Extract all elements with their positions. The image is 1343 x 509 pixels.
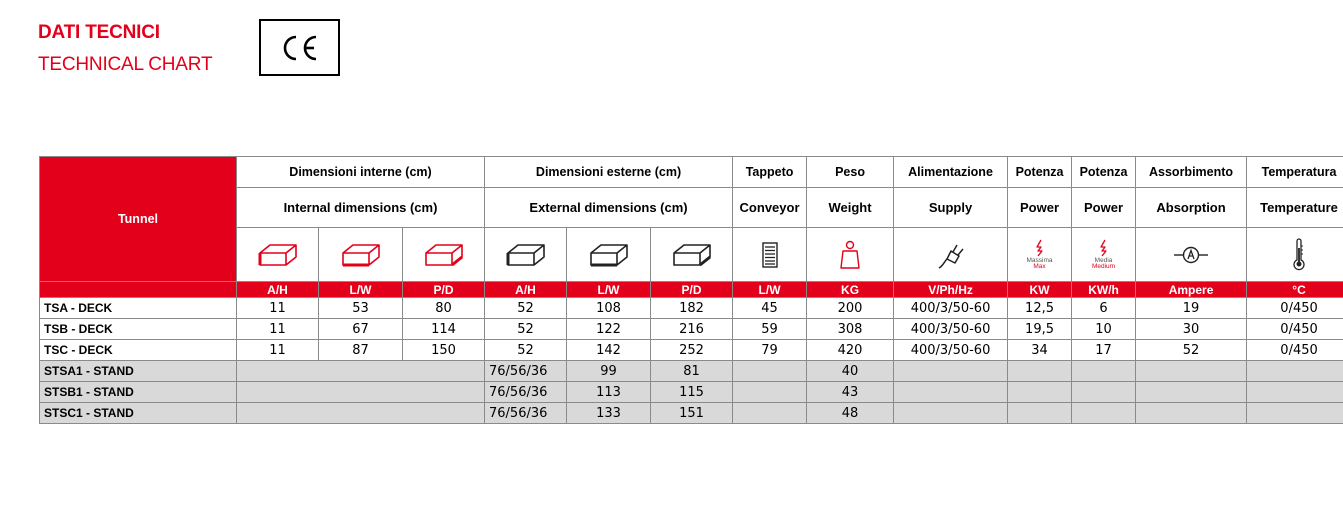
table-cell: 11 (237, 319, 319, 340)
table-cell: 150 (403, 340, 485, 361)
unit-cell: A/H (485, 282, 567, 298)
unit-cell: KW (1008, 282, 1072, 298)
table-row-stand (40, 361, 1343, 382)
table-cell: 52 (485, 298, 567, 319)
table-cell: 182 (651, 298, 733, 319)
unit-cell: L/W (733, 282, 807, 298)
icon-cell (1072, 228, 1136, 282)
empty-cell (1136, 403, 1247, 424)
empty-cell (1072, 361, 1136, 382)
table-cell: 10 (1072, 319, 1136, 340)
group-header-en: Temperature (1247, 188, 1343, 228)
group-header-it: Potenza (1008, 157, 1072, 188)
icon-cell (237, 228, 319, 282)
group-header-it: Temperatura (1247, 157, 1343, 188)
unit-cell: L/W (567, 282, 651, 298)
table-cell: 420 (807, 340, 894, 361)
table-cell: 11 (237, 340, 319, 361)
table-cell: 151 (651, 403, 733, 424)
table-cell: 0/450 (1247, 319, 1343, 340)
technical-table (39, 156, 1343, 424)
header-row-italian (40, 157, 1343, 188)
table-cell: 34 (1008, 340, 1072, 361)
empty-cell (1072, 382, 1136, 403)
table-cell: 76/56/36 (485, 382, 567, 403)
power-max-label: Massima (1026, 256, 1053, 264)
unit-cell: A/H (237, 282, 319, 298)
table-cell: 113 (567, 382, 651, 403)
unit-cell: P/D (651, 282, 733, 298)
unit-cell: KW/h (1072, 282, 1136, 298)
table-cell: 79 (733, 340, 807, 361)
group-header-en: External dimensions (cm) (485, 188, 733, 228)
empty-cell (1136, 361, 1247, 382)
group-header-en: Supply (894, 188, 1008, 228)
table-cell: 52 (485, 319, 567, 340)
group-header-it: Dimensioni esterne (cm) (485, 157, 733, 188)
group-header-en: Power (1008, 188, 1072, 228)
table-cell: 0/450 (1247, 340, 1343, 361)
table-cell: 400/3/50-60 (894, 319, 1008, 340)
model-name: TSC - DECK (40, 340, 237, 361)
table-cell: 400/3/50-60 (894, 340, 1008, 361)
table-row (40, 340, 1343, 361)
empty-cell (894, 403, 1008, 424)
icon-cell (319, 228, 403, 282)
power-medium-sublabel: Medium (1091, 263, 1116, 270)
table-row-stand (40, 403, 1343, 424)
model-name: STSC1 - STAND (40, 403, 237, 424)
empty-cell (237, 361, 485, 382)
unit-cell: °C (1247, 282, 1343, 298)
table-cell: 216 (651, 319, 733, 340)
group-header-en: Absorption (1136, 188, 1247, 228)
table-cell: 12,5 (1008, 298, 1072, 319)
empty-cell (1247, 382, 1343, 403)
empty-cell (733, 403, 807, 424)
table-cell: 30 (1136, 319, 1247, 340)
empty-cell (894, 382, 1008, 403)
icon-cell (894, 228, 1008, 282)
page-subtitle: TECHNICAL CHART (38, 54, 213, 75)
empty-cell (733, 361, 807, 382)
table-cell: 76/56/36 (485, 361, 567, 382)
icon-cell (403, 228, 485, 282)
external-height-icon (506, 243, 546, 267)
icon-cell (1136, 228, 1247, 282)
table-cell: 17 (1072, 340, 1136, 361)
icon-cell (1247, 228, 1343, 282)
unit-cell: V/Ph/Hz (894, 282, 1008, 298)
internal-width-icon (341, 243, 381, 267)
empty-cell (1072, 403, 1136, 424)
table-cell: 48 (807, 403, 894, 424)
lightning-icon (1035, 239, 1045, 257)
ammeter-icon (1173, 245, 1209, 265)
internal-depth-icon (424, 243, 464, 267)
table-cell: 45 (733, 298, 807, 319)
group-header-en: Conveyor (733, 188, 807, 228)
table-cell: 52 (485, 340, 567, 361)
empty-cell (1247, 403, 1343, 424)
table-cell: 108 (567, 298, 651, 319)
group-header-it: Assorbimento (1136, 157, 1247, 188)
unit-row-lead (40, 282, 237, 298)
empty-cell (237, 382, 485, 403)
icon-cell (651, 228, 733, 282)
empty-cell (894, 361, 1008, 382)
external-depth-icon (672, 243, 712, 267)
table-cell: 76/56/36 (485, 403, 567, 424)
table-row (40, 319, 1343, 340)
table-cell: 308 (807, 319, 894, 340)
empty-cell (1008, 382, 1072, 403)
ce-mark (259, 19, 340, 76)
unit-cell: L/W (319, 282, 403, 298)
icon-cell (485, 228, 567, 282)
table-cell: 80 (403, 298, 485, 319)
icon-cell (807, 228, 894, 282)
product-name-cell: Tunnel (40, 157, 237, 282)
table-cell: 400/3/50-60 (894, 298, 1008, 319)
group-header-it: Tappeto (733, 157, 807, 188)
unit-cell: P/D (403, 282, 485, 298)
table-cell: 11 (237, 298, 319, 319)
unit-row (40, 282, 1343, 298)
empty-cell (1008, 403, 1072, 424)
empty-cell (237, 403, 485, 424)
table-cell: 133 (567, 403, 651, 424)
model-name: STSA1 - STAND (40, 361, 237, 382)
weight-icon (839, 240, 861, 270)
table-cell: 67 (319, 319, 403, 340)
icon-cell (733, 228, 807, 282)
model-name: TSB - DECK (40, 319, 237, 340)
empty-cell (1136, 382, 1247, 403)
page-title: DATI TECNICI (38, 22, 160, 43)
icon-cell (1008, 228, 1072, 282)
conveyor-icon (762, 242, 778, 268)
table-cell: 87 (319, 340, 403, 361)
lightning-icon (1099, 239, 1109, 257)
table-cell: 122 (567, 319, 651, 340)
icon-cell (567, 228, 651, 282)
ce-mark-icon (278, 33, 322, 63)
table-cell: 114 (403, 319, 485, 340)
unit-cell: Ampere (1136, 282, 1247, 298)
group-header-it: Alimentazione (894, 157, 1008, 188)
power-max-sublabel: Max (1033, 263, 1046, 270)
internal-height-icon (258, 243, 298, 267)
group-header-en: Internal dimensions (cm) (237, 188, 485, 228)
table-cell: 53 (319, 298, 403, 319)
table-cell: 200 (807, 298, 894, 319)
table-row (40, 298, 1343, 319)
group-header-it: Peso (807, 157, 894, 188)
table-cell: 19,5 (1008, 319, 1072, 340)
table-cell: 252 (651, 340, 733, 361)
table-cell: 52 (1136, 340, 1247, 361)
table-cell: 0/450 (1247, 298, 1343, 319)
group-header-it: Dimensioni interne (cm) (237, 157, 485, 188)
table-row-stand (40, 382, 1343, 403)
table-cell: 6 (1072, 298, 1136, 319)
table-cell: 43 (807, 382, 894, 403)
group-header-en: Weight (807, 188, 894, 228)
external-width-icon (589, 243, 629, 267)
table-cell: 19 (1136, 298, 1247, 319)
plug-icon (936, 240, 966, 270)
table-cell: 40 (807, 361, 894, 382)
thermometer-icon (1292, 238, 1306, 272)
table-cell: 115 (651, 382, 733, 403)
empty-cell (1247, 361, 1343, 382)
power-medium-label: Media (1094, 256, 1113, 264)
model-name: STSB1 - STAND (40, 382, 237, 403)
table-cell: 59 (733, 319, 807, 340)
unit-cell: KG (807, 282, 894, 298)
table-cell: 81 (651, 361, 733, 382)
table-cell: 99 (567, 361, 651, 382)
empty-cell (733, 382, 807, 403)
group-header-en: Power (1072, 188, 1136, 228)
empty-cell (1008, 361, 1072, 382)
table-cell: 142 (567, 340, 651, 361)
group-header-it: Potenza (1072, 157, 1136, 188)
model-name: TSA - DECK (40, 298, 237, 319)
